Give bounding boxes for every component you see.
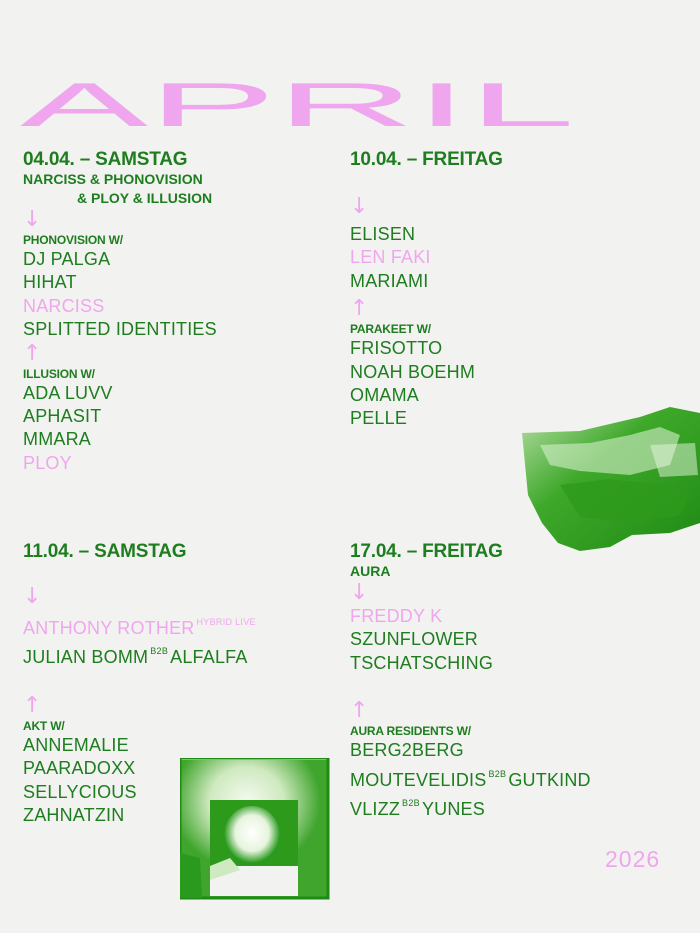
event-1704 <box>350 542 670 821</box>
title-text: APRIL <box>20 70 575 136</box>
arrow-down-icon: ↓ <box>23 207 42 232</box>
event-subtitle: & PLOY & ILLUSION <box>77 190 213 206</box>
artist: DJ PALGA <box>23 249 111 269</box>
artist-name: VLIZZ <box>350 799 401 820</box>
artist: SZUNFLOWER <box>350 629 478 650</box>
event-0404 <box>23 150 343 475</box>
arrow-up-icon: ↑ <box>23 692 42 718</box>
artist: OMAMA <box>350 385 420 406</box>
b2b-tag: B2B <box>488 768 507 779</box>
artist: LEN FAKI <box>350 247 431 268</box>
artist: NARCISS <box>23 295 105 316</box>
arrow-up-icon: ↑ <box>350 698 369 724</box>
page-title <box>20 56 580 136</box>
artist: BERG2BERG <box>350 740 464 761</box>
artist <box>350 792 670 821</box>
event-subtitle: NARCISS & PHONOVISION <box>23 171 203 187</box>
group-label: PHONOVISION W/ <box>23 233 123 247</box>
b2b-tag: B2B <box>402 798 420 809</box>
artist: PAARADOXX <box>23 758 136 779</box>
artist <box>350 763 670 792</box>
green-shape-decoration-bottom <box>180 758 330 900</box>
artist: APHASIT <box>23 406 102 427</box>
event-date: 11.04. – SAMSTAG <box>23 541 187 562</box>
artist-name: MOUTEVELIDIS <box>350 769 487 790</box>
green-shape-decoration-right <box>520 405 700 555</box>
arrow-down-icon: ↓ <box>350 580 369 605</box>
artist: ANNEMALIE <box>23 734 129 755</box>
artist: ADA LUVV <box>23 382 113 403</box>
artist-name: ANTHONY ROTHER <box>23 618 195 638</box>
artist <box>23 611 343 640</box>
artist-name: GUTKIND <box>508 769 591 790</box>
event-date: 17.04. – FREITAG <box>350 541 503 562</box>
artist-name: YUNES <box>421 799 485 820</box>
event-date: 10.04. – FREITAG <box>350 149 503 170</box>
artist: ZAHNATZIN <box>23 805 125 826</box>
artist: SPLITTED IDENTITIES <box>23 319 217 340</box>
arrow-up-icon: ↑ <box>350 296 369 322</box>
artist: FRISOTTO <box>350 338 443 359</box>
arrow-down-icon: ↓ <box>350 194 369 219</box>
artist-note: HYBRID LIVE <box>196 617 256 627</box>
artist: SELLYCIOUS <box>23 781 137 802</box>
artist: ELISEN <box>350 224 416 244</box>
artist <box>23 640 343 669</box>
group-label: AURA RESIDENTS W/ <box>350 724 471 739</box>
artist: NOAH BOEHM <box>350 361 476 382</box>
group-label: ILLUSION W/ <box>23 366 95 381</box>
artist: FREDDY K <box>350 606 443 626</box>
artist: TSCHATSCHING <box>350 652 494 673</box>
artist: HIHAT <box>23 272 77 293</box>
event-1004 <box>350 150 670 431</box>
arrow-down-icon: ↓ <box>23 584 42 609</box>
artist: PELLE <box>350 408 408 429</box>
title-svg <box>20 56 580 136</box>
event-date: 04.04. – SAMSTAG <box>23 149 188 170</box>
artist-name: JULIAN BOMM <box>23 647 149 668</box>
group-label: PARAKEET W/ <box>350 322 431 337</box>
year-label: 2026 <box>605 846 661 872</box>
b2b-tag: B2B <box>150 646 169 657</box>
artist-name: ALFALFA <box>170 647 248 668</box>
group-label: AKT W/ <box>23 718 65 733</box>
artist: MARIAMI <box>350 270 429 291</box>
arrow-up-icon: ↑ <box>23 340 42 366</box>
event-subtitle: AURA <box>350 563 391 579</box>
artist: PLOY <box>23 452 72 473</box>
artist: MMARA <box>23 429 91 450</box>
